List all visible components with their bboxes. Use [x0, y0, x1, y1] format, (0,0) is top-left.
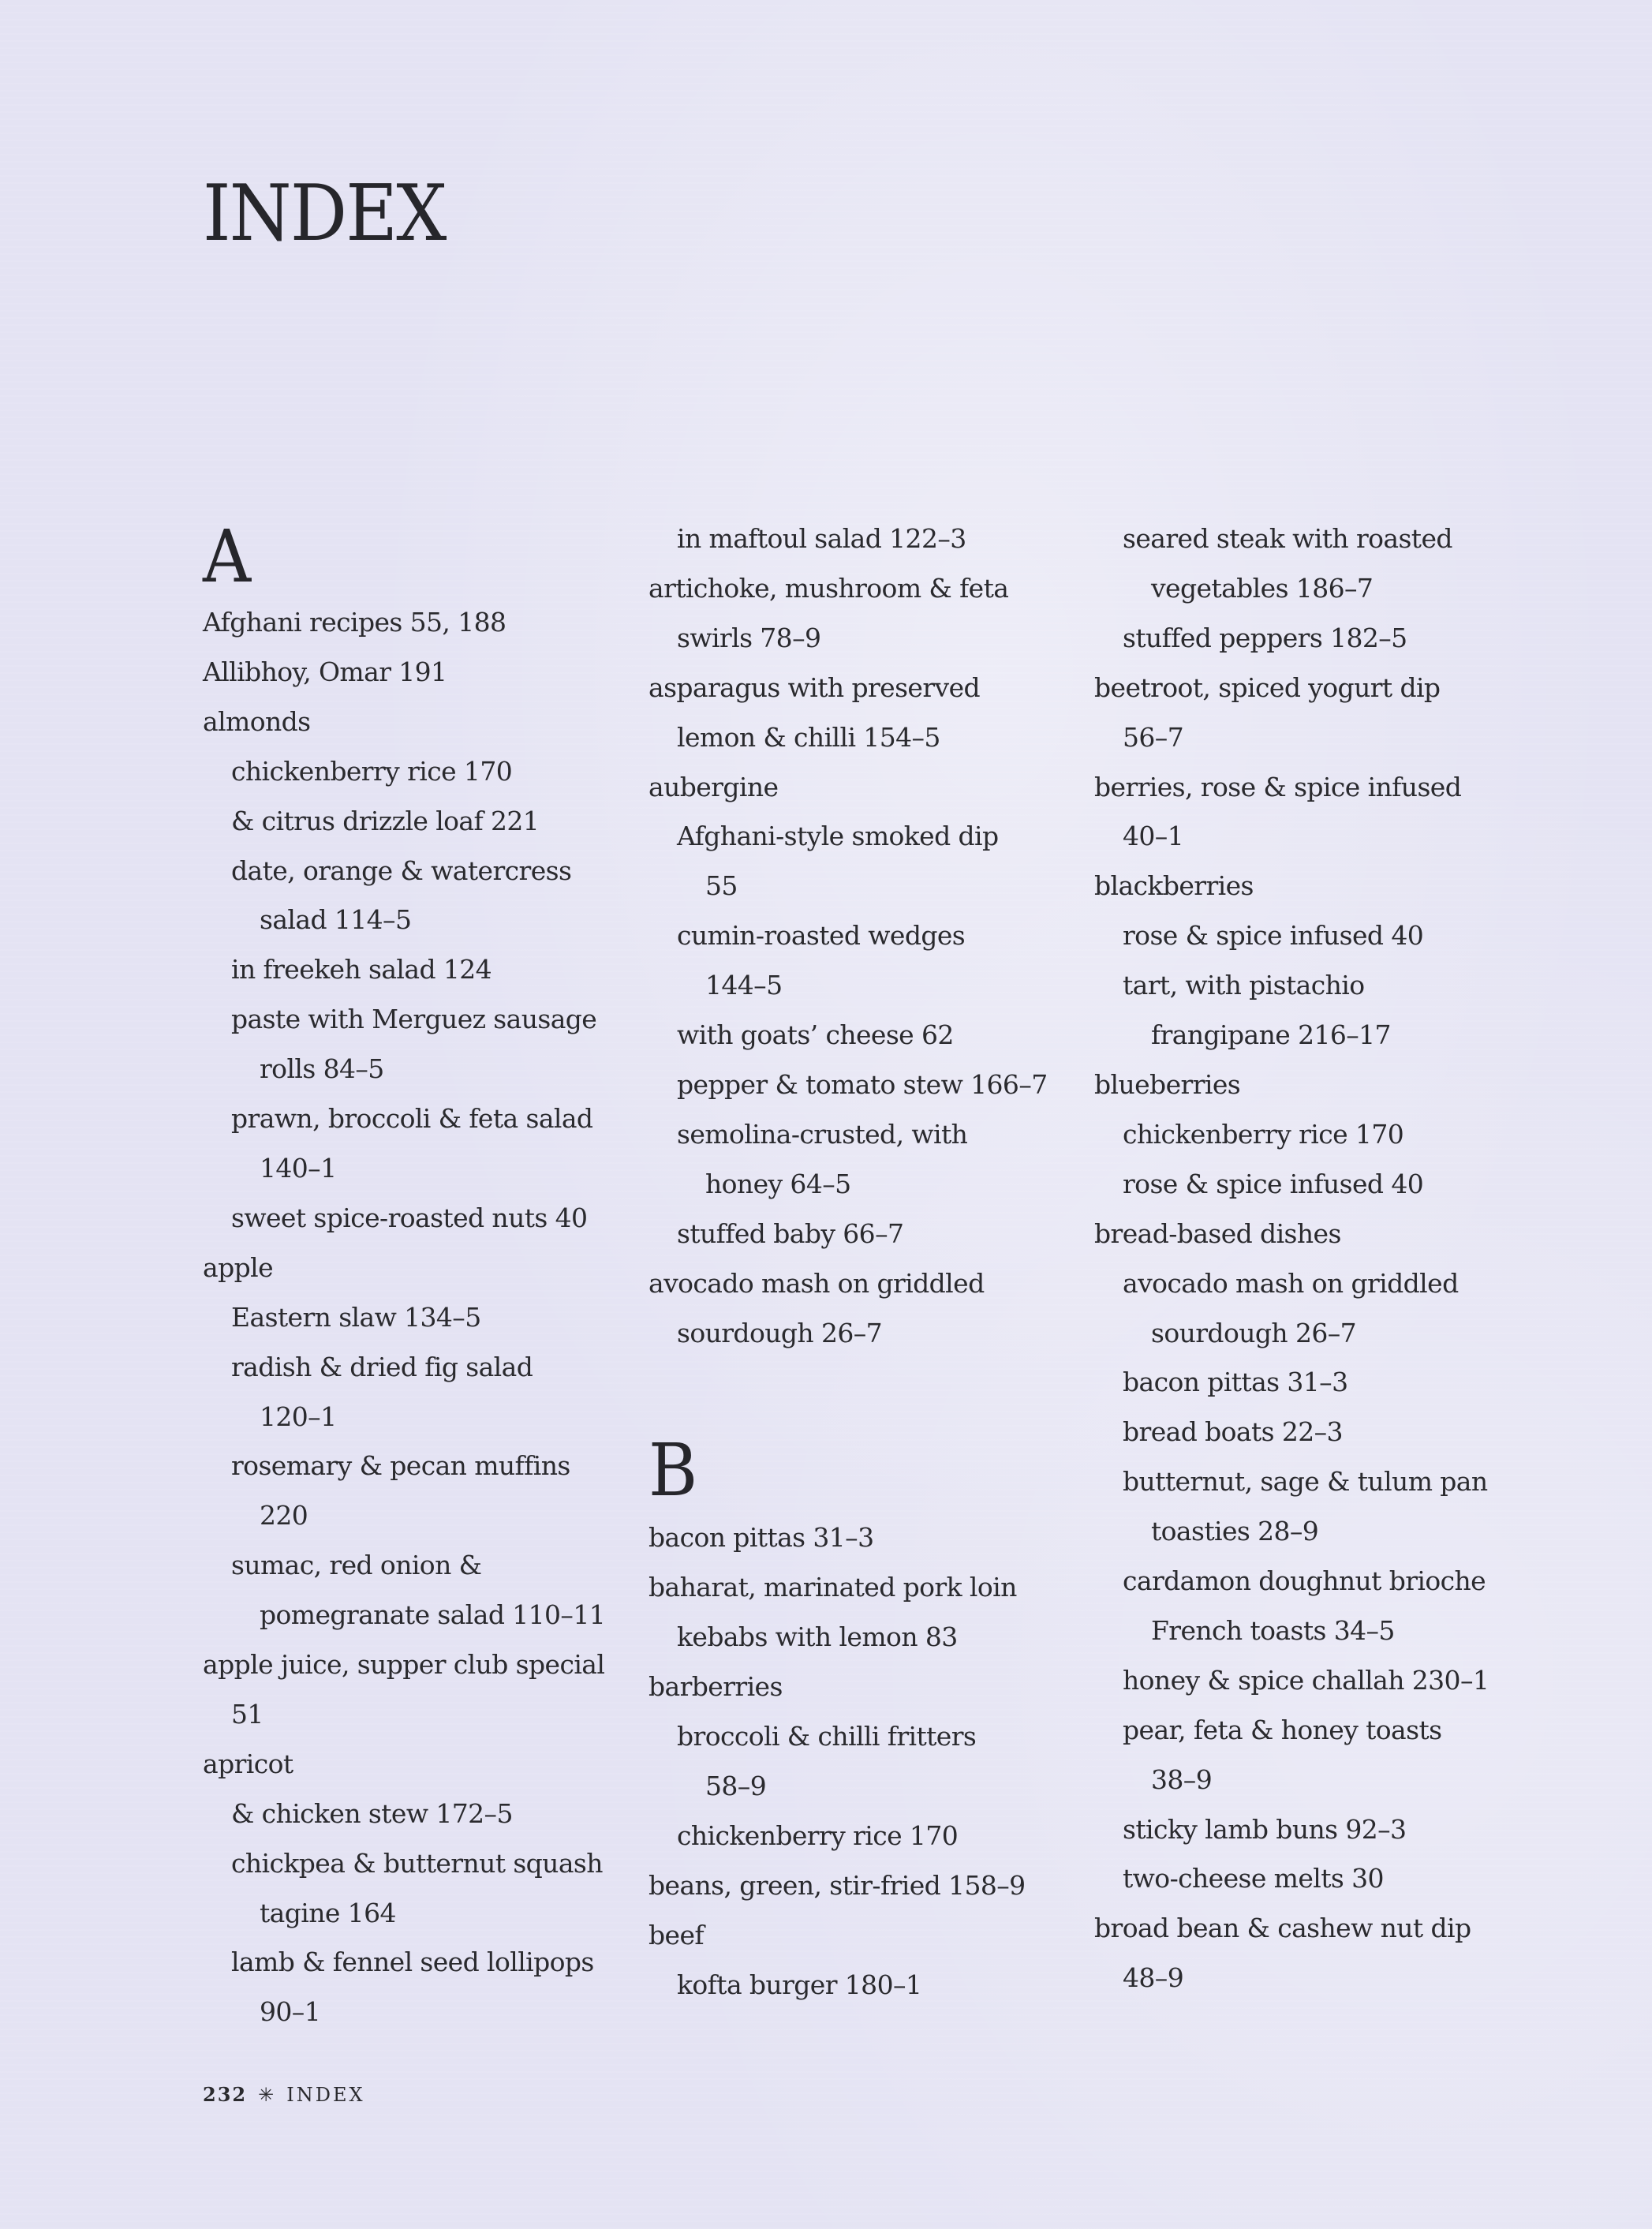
index-subentry: in freekeh salad 124	[231, 954, 492, 985]
index-subentry: 56–7	[1123, 721, 1184, 753]
index-subentry: pepper & tomato stew 166–7	[677, 1068, 1048, 1100]
index-subentry: pomegranate salad 110–11	[260, 1599, 606, 1631]
index-entry: blackberries	[1094, 870, 1254, 902]
index-subentry: seared steak with roasted	[1123, 523, 1452, 554]
index-subentry: kebabs with lemon 83	[677, 1621, 958, 1653]
index-subentry: prawn, broccoli & feta salad	[231, 1103, 593, 1135]
index-entry: beans, green, stir-fried 158–9	[648, 1869, 1026, 1901]
index-subentry: sourdough 26–7	[1151, 1317, 1357, 1348]
footer-label: INDEX	[286, 2084, 365, 2106]
index-subentry: two-cheese melts 30	[1123, 1863, 1384, 1894]
index-subentry: pear, feta & honey toasts	[1123, 1714, 1442, 1745]
index-subentry: 51	[231, 1698, 263, 1730]
index-entry: barberries	[648, 1671, 783, 1703]
page-title: INDEX	[203, 169, 446, 259]
index-subentry: radish & dried fig salad	[231, 1351, 533, 1382]
index-subentry: avocado mash on griddled	[1123, 1267, 1459, 1299]
section-letter-b: B	[648, 1428, 698, 1513]
index-subentry: lamb & fennel seed lollipops	[231, 1947, 594, 1978]
index-subentry: honey 64–5	[705, 1168, 851, 1199]
index-subentry: in maftoul salad 122–3	[677, 523, 966, 554]
index-entry: broad bean & cashew nut dip	[1094, 1913, 1471, 1944]
index-subentry: tagine 164	[260, 1897, 396, 1928]
index-entry: beetroot, spiced yogurt dip	[1094, 671, 1441, 703]
index-subentry: & chicken stew 172–5	[231, 1797, 513, 1829]
index-subentry: 48–9	[1123, 1962, 1184, 1994]
index-subentry: rosemary & pecan muffins	[231, 1450, 570, 1482]
index-subentry: chickenberry rice 170	[1123, 1118, 1404, 1150]
index-subentry: salad 114–5	[260, 904, 412, 936]
index-subentry: lemon & chilli 154–5	[677, 721, 940, 753]
index-entry: beef	[648, 1919, 704, 1950]
index-subentry: semolina-crusted, with	[677, 1118, 968, 1150]
index-subentry: French toasts 34–5	[1151, 1614, 1395, 1646]
index-entry: avocado mash on griddled	[648, 1267, 985, 1299]
entry-list	[648, 1513, 1090, 2010]
index-subentry: paste with Merguez sausage	[231, 1004, 597, 1035]
index-column-2	[648, 514, 1090, 2010]
index-subentry: sticky lamb buns 92–3	[1123, 1813, 1407, 1845]
index-subentry: vegetables 186–7	[1151, 572, 1374, 604]
section-letter-a: A	[203, 514, 252, 599]
index-subentry: swirls 78–9	[677, 622, 821, 653]
index-subentry: 220	[260, 1500, 308, 1532]
index-subentry: 40–1	[1123, 821, 1184, 852]
index-subentry: 55	[705, 870, 738, 902]
index-subentry: honey & spice challah 230–1	[1123, 1664, 1489, 1696]
index-subentry: 120–1	[260, 1401, 337, 1432]
index-subentry: 90–1	[260, 1996, 321, 2028]
index-subentry: tart, with pistachio	[1123, 970, 1365, 1001]
index-entry: apple juice, supper club special	[203, 1649, 605, 1681]
index-subentry: sweet spice-roasted nuts 40	[231, 1202, 588, 1233]
index-subentry: with goats’ cheese 62	[677, 1019, 954, 1051]
index-entry: apple	[203, 1251, 274, 1283]
index-entry: apricot	[203, 1748, 293, 1779]
index-column-3	[1094, 514, 1536, 2003]
index-entry: bacon pittas 31–3	[648, 1522, 874, 1554]
index-subentry: 144–5	[705, 970, 783, 1001]
index-subentry: 38–9	[1151, 1763, 1213, 1795]
index-subentry: stuffed baby 66–7	[677, 1217, 904, 1249]
index-entry: Afghani recipes 55, 188	[203, 607, 506, 638]
index-entry: berries, rose & spice infused	[1094, 771, 1462, 802]
index-subentry: & citrus drizzle loaf 221	[231, 805, 540, 836]
index-subentry: rose & spice infused 40	[1123, 1168, 1424, 1199]
index-subentry: sumac, red onion &	[231, 1550, 482, 1581]
index-column-1	[203, 514, 645, 2037]
entry-list	[1094, 514, 1536, 2003]
index-subentry: Afghani-style smoked dip	[677, 821, 999, 852]
index-entry: artichoke, mushroom & feta	[648, 572, 1009, 604]
entry-list	[203, 598, 645, 2037]
index-entry: bread-based dishes	[1094, 1217, 1341, 1249]
index-entry: baharat, marinated pork loin	[648, 1572, 1017, 1603]
index-subentry: frangipane 216–17	[1151, 1019, 1391, 1051]
index-subentry: bacon pittas 31–3	[1123, 1367, 1348, 1398]
index-entry: almonds	[203, 705, 311, 737]
index-subentry: kofta burger 180–1	[677, 1969, 922, 2000]
index-subentry: cumin-roasted wedges	[677, 920, 966, 952]
entry-list	[648, 514, 1090, 1358]
index-subentry: chickenberry rice 170	[231, 755, 513, 787]
index-entry: blueberries	[1094, 1068, 1241, 1100]
asterisk-icon: ✳	[258, 2084, 276, 2106]
index-subentry: Eastern slaw 134–5	[231, 1301, 481, 1333]
index-subentry: sourdough 26–7	[677, 1317, 883, 1348]
page-footer	[203, 2083, 365, 2106]
index-subentry: stuffed peppers 182–5	[1123, 622, 1407, 653]
index-subentry: 58–9	[705, 1770, 767, 1801]
index-subentry: rose & spice infused 40	[1123, 920, 1424, 952]
index-subentry: bread boats 22–3	[1123, 1416, 1343, 1448]
page-number: 232	[203, 2083, 248, 2106]
index-subentry: chickenberry rice 170	[677, 1819, 959, 1851]
index-subentry: cardamon doughnut brioche	[1123, 1565, 1486, 1597]
index-entry: aubergine	[648, 771, 779, 802]
index-subentry: broccoli & chilli fritters	[677, 1721, 977, 1752]
index-subentry: toasties 28–9	[1151, 1516, 1319, 1547]
index-entry: asparagus with preserved	[648, 671, 981, 703]
index-subentry: butternut, sage & tulum pan	[1123, 1466, 1488, 1498]
index-subentry: rolls 84–5	[260, 1053, 384, 1085]
index-entry: Allibhoy, Omar 191	[203, 656, 447, 687]
index-subentry: 140–1	[260, 1152, 337, 1184]
index-subentry: chickpea & butternut squash	[231, 1847, 603, 1879]
index-subentry: date, orange & watercress	[231, 855, 572, 886]
